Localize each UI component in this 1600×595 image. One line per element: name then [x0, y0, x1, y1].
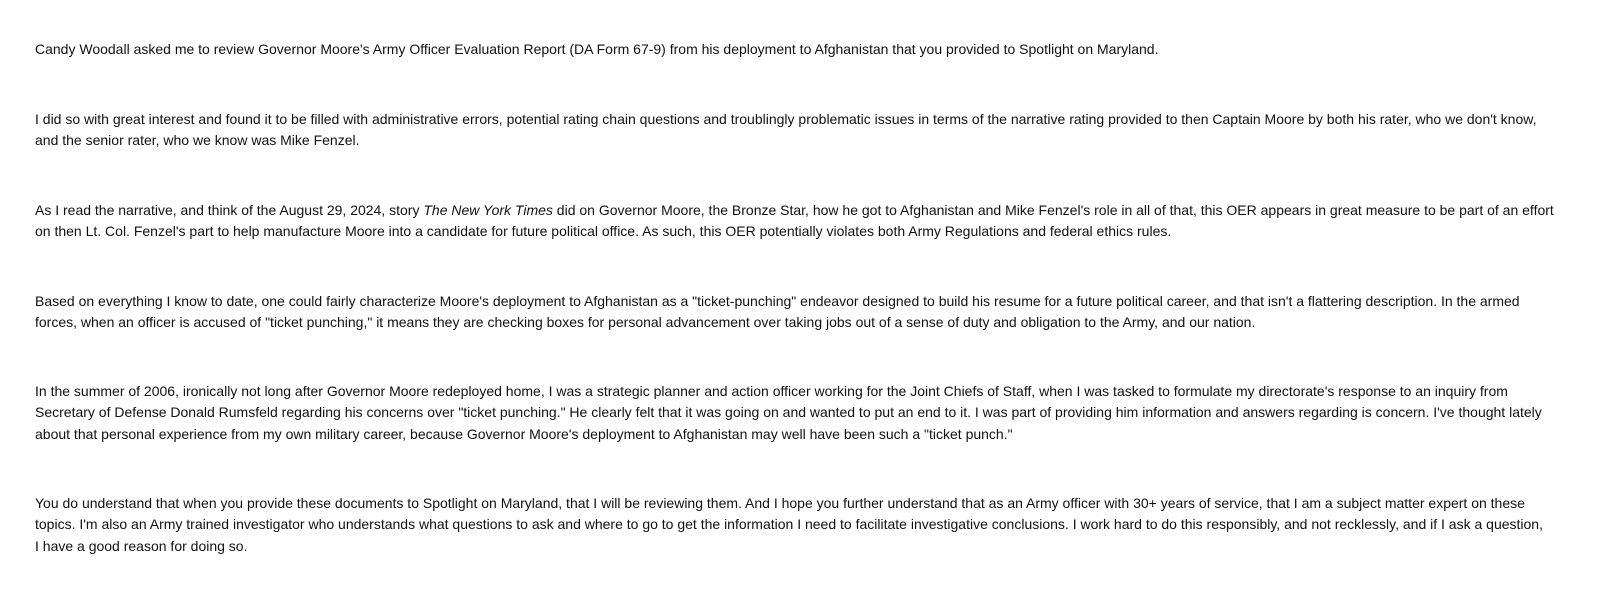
- paragraph-ticket-punching: [35, 291, 1585, 334]
- text-line: on then Lt. Col. Fenzel's part to help manufacture Moore into a candidate for future political office. As such, this OER potentially violates both Army Regulations and federal ethics rules.: [35, 223, 1172, 240]
- text-line: I did so with great interest and found it to be filled with administrative errors, potential rating chain questions and troublingly problematic issues in terms of the narrative rating provided to then Captain Moore by both his rater, who we don't know,: [35, 111, 1537, 127]
- text-line: [35, 200, 1585, 221]
- text-line: and the senior rater, who we know was Mike Fenzel.: [35, 132, 360, 149]
- text-line: Candy Woodall asked me to review Governor Moore's Army Officer Evaluation Report (DA Form 67-9) from his deployment to Afghanistan that you provided to Spotlight on Maryland.: [35, 41, 1159, 57]
- text-line: about that personal experience from my own military career, because Governor Moore's deployment to Afghanistan may well have been such a "ticket punch.": [35, 425, 1013, 442]
- publication-title: The New York Times: [423, 202, 553, 218]
- paragraph-review-findings: [35, 109, 1585, 152]
- text-segment: did on Governor Moore, the Bronze Star, how he got to Afghanistan and Mike Fenzel's role in all of that, this OER appears in great measure to be part of an effort: [552, 202, 1554, 218]
- text-line: Secretary of Defense Donald Rumsfeld regarding his concerns over "ticket punching." He clearly felt that it was going on and wanted to put an end to it. I was part of providing him information and answers regarding is concern. I've thought lately: [35, 404, 1542, 421]
- paragraph-narrative-analysis: [35, 200, 1585, 243]
- text-line: In the summer of 2006, ironically not long after Governor Moore redeployed home, I was a strategic planner and action officer working for the Joint Chiefs of Staff, when I was tasked to formulate my directorate's response to an inquiry from: [35, 383, 1508, 399]
- paragraph-closing: [35, 493, 1585, 557]
- text-segment: As I read the narrative, and think of the August 29, 2024, story: [35, 202, 424, 218]
- text-line: I have a good reason for doing so.: [35, 537, 248, 554]
- paragraph-personal-experience: [35, 381, 1585, 445]
- text-line: topics. I'm also an Army trained investigator who understands what questions to ask and where to go to get the information I need to facilitate investigative conclusions. I work hard to do this responsibly, and not recklessly, and if I ask a question,: [35, 516, 1543, 533]
- text-line: forces, when an officer is accused of "ticket punching," it means they are checking boxes for personal advancement over taking jobs out of a sense of duty and obligation to the Army, and our nation.: [35, 314, 1256, 331]
- text-line: You do understand that when you provide these documents to Spotlight on Maryland, that I will be reviewing them. And I hope you further understand that as an Army officer with 30+ years of service, that I am a subject matter expert on these: [35, 495, 1525, 511]
- paragraph-request: [35, 39, 1585, 60]
- text-line: Based on everything I know to date, one could fairly characterize Moore's deployment to Afghanistan as a "ticket-punching" endeavor designed to build his resume for a future political career, and that isn't a flattering description. In the armed: [35, 293, 1520, 309]
